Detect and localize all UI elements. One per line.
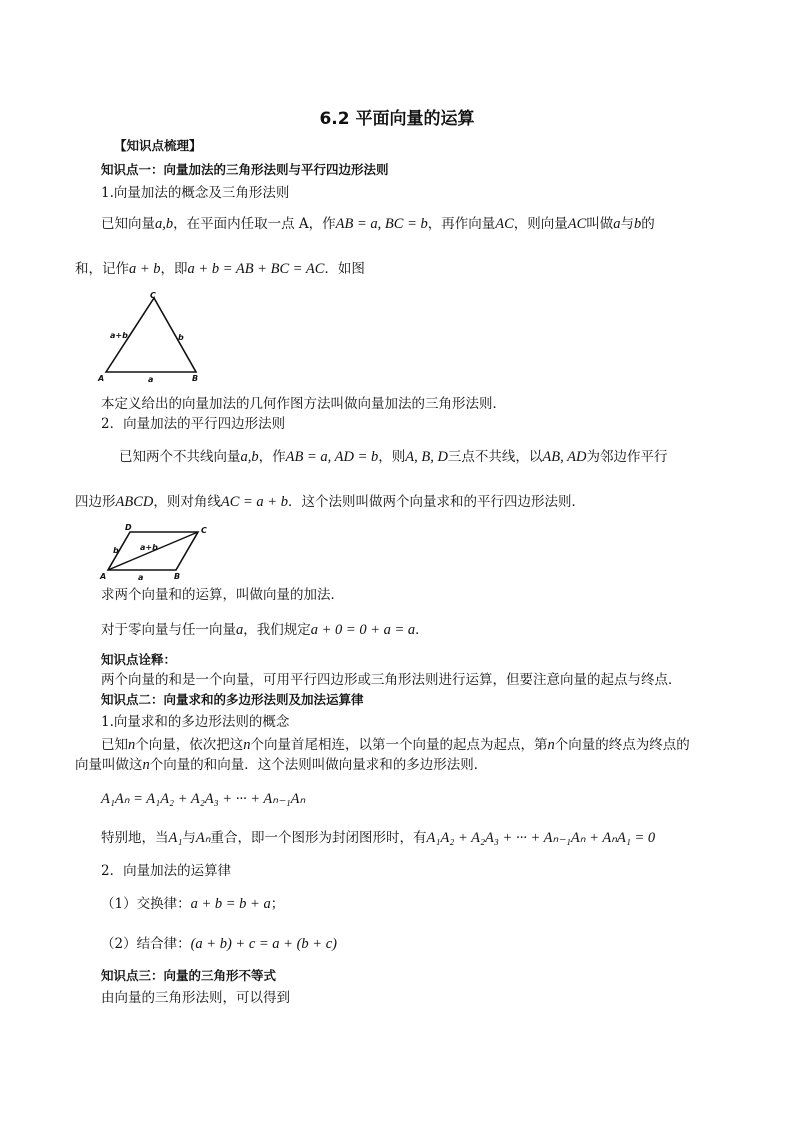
math-expr: AB = a, BC = b — [335, 216, 428, 232]
label-a: a — [148, 375, 154, 384]
math-expr: a + 0 = 0 + a = a — [310, 622, 416, 638]
text: （1）交换律： — [101, 896, 191, 912]
math-expr: n — [142, 757, 150, 773]
text: 个向量的和向量．这个法则叫做向量求和的多边形法则． — [149, 757, 488, 773]
math-expr: n — [243, 737, 251, 753]
math-expr: a — [613, 216, 621, 232]
text: ，则向量 — [513, 216, 568, 232]
kp2-heading: 知识点二：向量求和的多边形法则及加法运算律 — [101, 692, 364, 707]
text: 个向量，依次把这 — [135, 737, 244, 753]
label-a: a — [138, 573, 144, 582]
math-expr: n — [128, 737, 136, 753]
math-expr: n — [547, 737, 555, 753]
text: 叫做 — [586, 216, 614, 232]
label-C: C — [201, 526, 207, 535]
text: 已知向量 — [101, 216, 155, 232]
math-expr: a,b — [155, 216, 174, 232]
kp1-paragraph-3: 本定义给出的向量加法的几何作图方法叫做向量加法的三角形法则． — [101, 396, 506, 412]
label-b: b — [178, 333, 184, 342]
parallelogram-figure — [98, 522, 214, 582]
text: 三点不共线，以 — [447, 449, 543, 465]
text: 与 — [182, 830, 196, 846]
label-A: A — [98, 374, 105, 383]
kp2-subheading-1: 1.向量求和的多边形法则的概念 — [101, 714, 290, 730]
text: ，作 — [258, 449, 286, 465]
math-expr: A, B, D — [405, 449, 448, 465]
kp1-subheading-1: 1.向量加法的概念及三角形法则 — [101, 185, 290, 201]
text: 个向量的终点为终点的 — [554, 737, 690, 753]
text: 个向量首尾相连，以第一个向量的起点为起点，第 — [250, 737, 548, 753]
kp1-paragraph-4 — [119, 447, 667, 467]
note-heading: 知识点诠释： — [101, 652, 177, 667]
text: 为邻边作平行 — [586, 449, 668, 465]
math-expr: AC = a + b — [220, 494, 288, 510]
text: 重合，即一个图形为封闭图形时，有 — [210, 830, 427, 846]
kp1-paragraph-7 — [101, 620, 429, 640]
text: 四边形 — [75, 494, 116, 510]
math-expr: A₁ — [168, 830, 183, 846]
label-a-plus-b: a+b — [110, 331, 128, 340]
section-header: 【知识点梳理】 — [114, 138, 202, 153]
math-expr: a + b = AB + BC = AC — [187, 261, 325, 277]
kp2-paragraph-3 — [101, 828, 655, 848]
label-b: b — [113, 546, 119, 555]
text: 已知 — [101, 737, 128, 753]
math-expr: AB = a, AD = b — [285, 449, 379, 465]
math-expr: a — [236, 622, 244, 638]
polygon-rule-formula: A₁Aₙ = A₁A₂ + A₂A₃ + ··· + Aₙ₋₁Aₙ — [101, 791, 306, 807]
text: ．如图 — [324, 261, 365, 277]
kp1-heading: 知识点一：向量加法的三角形法则与平行四边形法则 — [101, 162, 389, 177]
text: 特别地，当 — [101, 830, 169, 846]
math-expr: ABCD — [115, 494, 154, 510]
triangle-figure — [96, 290, 206, 385]
text: 的 — [641, 216, 655, 232]
label-B: B — [174, 572, 181, 581]
math-expr: AC — [495, 216, 514, 232]
math-expr: A₁A₂ + A₂A₃ + ··· + Aₙ₋₁Aₙ + AₙA₁ = 0 — [426, 830, 656, 846]
math-expr: a + b = b + a — [190, 896, 271, 912]
kp2-paragraph-1 — [101, 735, 690, 755]
text: ，再作向量 — [427, 216, 496, 232]
label-C: C — [150, 291, 156, 300]
label-B: B — [192, 374, 199, 383]
label-A: A — [100, 572, 107, 581]
kp1-paragraph-1 — [101, 214, 655, 234]
text: ．这个法则叫做两个向量求和的平行四边形法则． — [287, 494, 585, 510]
kp1-paragraph-5 — [75, 492, 585, 512]
kp3-heading: 知识点三：向量的三角形不等式 — [101, 968, 277, 983]
math-expr: a + b — [129, 261, 161, 277]
text: ； — [270, 896, 285, 912]
text: 和，记作 — [75, 261, 129, 277]
page-title: 6.2 平面向量的运算 — [319, 109, 475, 129]
text: ，则对角线 — [153, 494, 221, 510]
math-expr: AC — [567, 216, 587, 232]
text: ． — [415, 622, 429, 638]
text: 与 — [620, 216, 635, 232]
kp1-subheading-2: 2．向量加法的平行四边形法则 — [101, 416, 286, 432]
kp2-subheading-2: 2．向量加法的运算律 — [101, 863, 232, 879]
text: 向量叫做这 — [75, 757, 143, 773]
text: 对于零向量与任一向量 — [101, 622, 236, 638]
math-expr: (a + b) + c = a + (b + c) — [190, 936, 337, 952]
kp3-paragraph-1: 由向量的三角形法则，可以得到 — [101, 990, 290, 1006]
math-expr: a,b — [240, 449, 259, 465]
math-expr: AB, AD — [542, 449, 587, 465]
text: 已知两个不共线向量 — [119, 449, 241, 465]
text: ，则 — [378, 449, 406, 465]
commutative-law — [101, 894, 284, 914]
associative-law — [101, 934, 337, 954]
kp1-paragraph-2 — [75, 259, 365, 279]
text: （2）结合律： — [101, 936, 191, 952]
label-a-plus-b: a+b — [140, 543, 158, 552]
label-D: D — [125, 523, 132, 532]
math-expr: b — [634, 216, 642, 232]
text: ，即 — [160, 261, 188, 277]
math-expr: Aₙ — [195, 830, 211, 846]
note-text: 两个向量的和是一个向量，可用平行四边形或三角形法则进行运算，但要注意向量的起点与终点． — [101, 672, 682, 688]
text: ，我们规定 — [243, 622, 311, 638]
text: ，在平面内任取一点 A，作 — [173, 216, 336, 232]
kp2-paragraph-2 — [75, 755, 487, 775]
kp1-paragraph-6: 求两个向量和的运算，叫做向量的加法． — [101, 587, 344, 603]
